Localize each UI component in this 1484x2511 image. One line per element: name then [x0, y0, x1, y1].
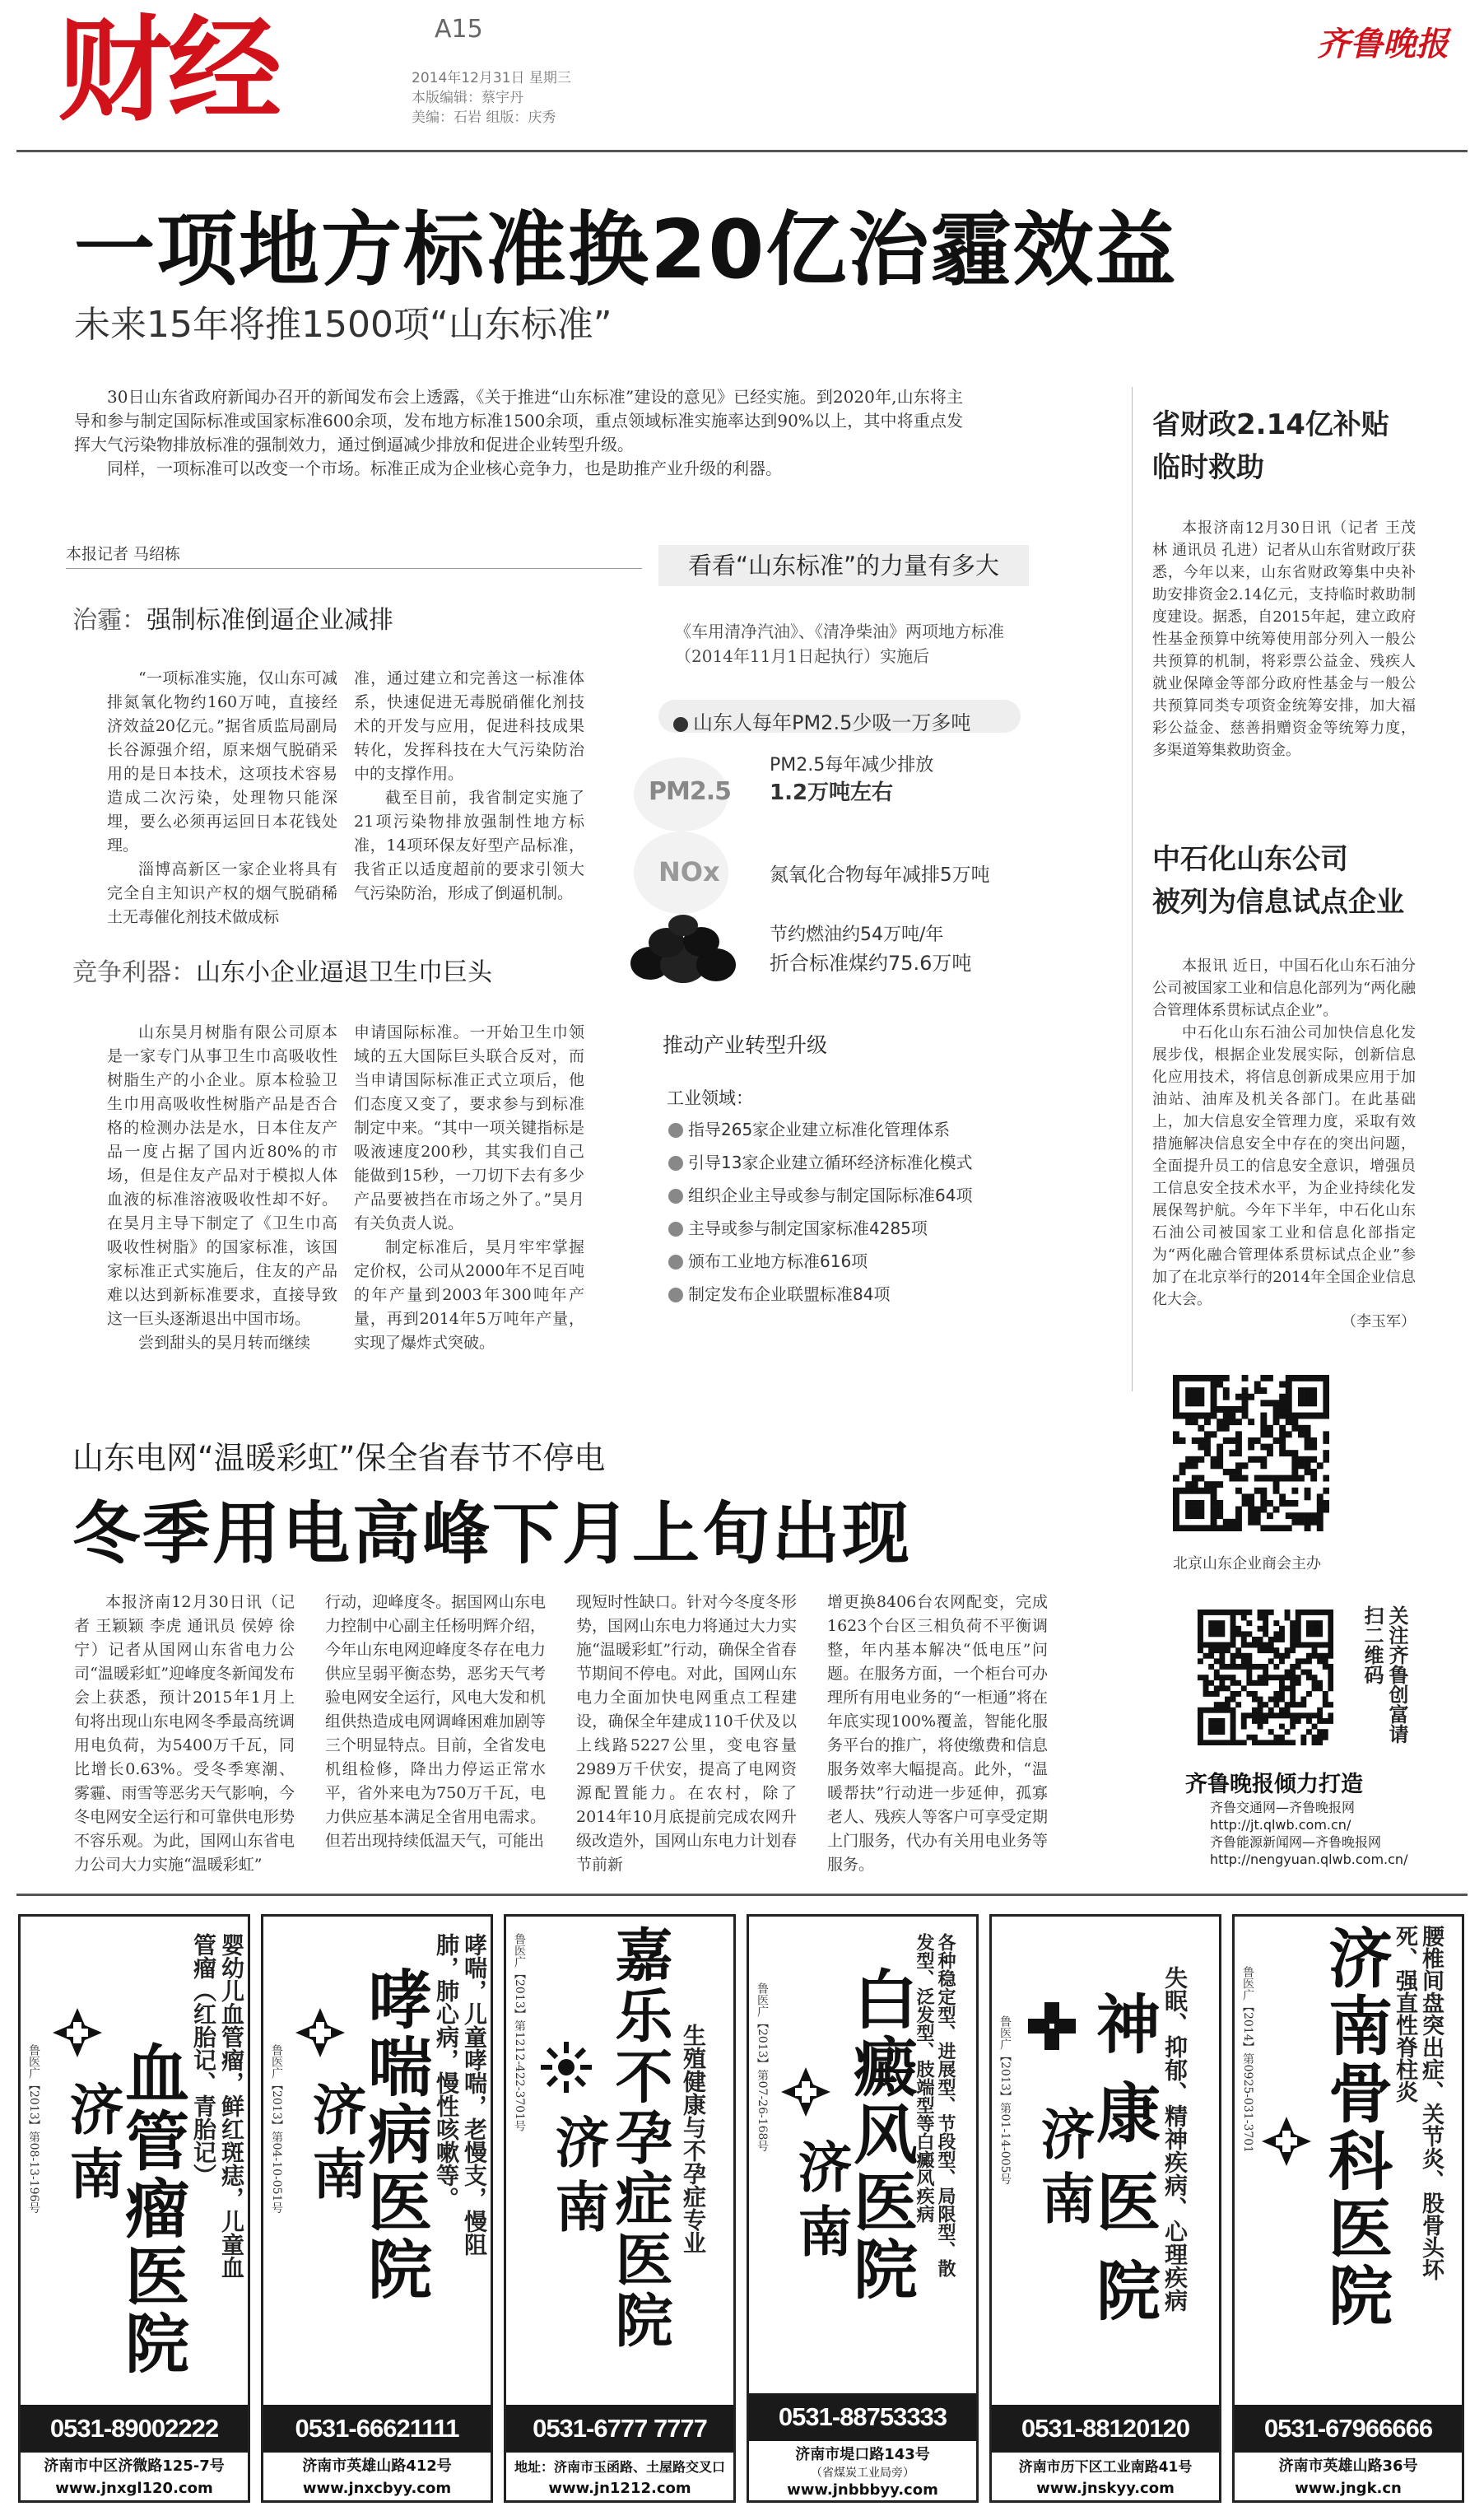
- ad-website[interactable]: www.jn1212.com: [548, 2480, 691, 2497]
- section1-col1-para: “一项标准实施，仅山东可减排氮氧化物约160万吨，直接经济效益20亿元。”据省质监局副局长谷源强介绍，原来烟气脱硝采用的是日本技术，这项技术容易造成二次污染，处理物只能深埋，要么必须再运回日本花钱处理。: [107, 669, 337, 855]
- bullet-dot-icon: [668, 1189, 683, 1204]
- ad-address: 济南市历下区工业南路41号: [1018, 2459, 1193, 2476]
- ad-hospital[interactable]: [989, 1914, 1221, 2503]
- coal-pile-icon: [626, 914, 741, 988]
- section1-title: [72, 599, 393, 636]
- right-story1-title: [1152, 403, 1389, 489]
- pm-stat-line1: PM2.5每年减少排放: [770, 755, 934, 776]
- ad-address: 济南市英雄山路36号: [1278, 2457, 1418, 2475]
- list-item: [668, 1149, 972, 1182]
- promo-line: 齐鲁能源新闻网—齐鲁晚报网: [1210, 1834, 1382, 1850]
- section1-lead: 治霾：: [72, 606, 147, 635]
- byline-rule: [66, 568, 642, 569]
- right-story1-title-line: 临时救助: [1152, 451, 1264, 484]
- list-item-text: 引导13家企业建立循环经济标准化模式: [688, 1153, 973, 1172]
- fuel-stat-line1: 节约燃油约54万吨/年: [770, 925, 944, 945]
- lead-para-2: 同样，一项标准可以改变一个市场。标准正成为企业核心竞争力，也是助推产业升级的利器。: [107, 459, 782, 478]
- section2-col2: [354, 1021, 584, 1355]
- ad-city: 济南: [303, 2081, 367, 2210]
- qr-code-icon[interactable]: [1198, 1610, 1333, 1745]
- ad-hospital-name: 哮喘病医院: [357, 1966, 432, 2304]
- ad-hospital[interactable]: [261, 1914, 493, 2503]
- design-line: 美编：石岩 组版：庆秀: [412, 109, 556, 126]
- industry-label: 工业领域：: [667, 1088, 753, 1108]
- ad-license: 鲁医广【2013】第01-14-005号: [998, 2015, 1012, 2185]
- date-line: 2014年12月31日 星期三: [412, 70, 571, 86]
- story2-kicker: 山东电网“温暖彩虹”保全省春节不停电: [72, 1440, 606, 1476]
- ad-website[interactable]: www.jnxgl120.com: [55, 2480, 213, 2497]
- ad-hospital[interactable]: [1232, 1914, 1464, 2503]
- ad-phone[interactable]: 0531-67966666: [1235, 2405, 1462, 2453]
- ad-license: 鲁医广【2013】第1212-422-3701号: [513, 1933, 526, 2132]
- section2-col2-para: 申请国际标准。一开始卫生巾领域的五大国际巨头联合反对，而当申请国际标准正式立项后，他们态度又变了，要求参与到标准制定中来。“其中一项关键指标是吸液速度200秒，其实我们自己能做到15秒，一刀切下去有多少产品要被挡在市场之外了。”昊月有关负责人说。: [354, 1023, 584, 1232]
- right-story2-para: 中石化山东石油公司加快信息化发展步伐，根据企业发展实际，创新信息化应用技术，将信息创新成果应用于加油站、油库及机关各部门。在此基础上，加大信息安全管理力度，采取有效措施解决信息安全中存在的突出问题，全面提升员工的信息安全意识，增强员工信息安全技术水平，为企业持续化发展保驾护航。今年下半年，中石化山东石油公司被国家工业和信息化部指定为“两化融合管理体系贯标试点企业”参加了在北京举行的2014年全国企业信息化大会。: [1152, 1024, 1416, 1308]
- story2-para: 本报济南12月30日讯（记者 王颖颖 李虎 通讯员 侯婷 徐宁）记者从国网山东省电力公司“温暖彩虹”迎峰度冬新闻发布会上获悉，预计2015年1月上旬将出现山东电网冬季最高统调用电负荷，为5400万千瓦，同比增长0.63%。受冬季寒潮、雾霾、雨雪等恶劣天气影响，今冬电网安全运行和可靠供电形势不容乐观。为此，国网山东省电力公司大力实施“温暖彩虹”: [74, 1593, 295, 1874]
- story2-col2: [325, 1591, 546, 1853]
- section1-heading: 强制标准倒逼企业减排: [147, 606, 393, 635]
- bullet-dot-icon: [668, 1156, 683, 1171]
- bullet-dot-icon: [668, 1222, 683, 1237]
- nox-stat: 氮氧化合物每年减排5万吨: [770, 864, 990, 886]
- section2-col1-para: 尝到甜头的昊月转而继续: [138, 1334, 311, 1352]
- right-story2-signature: （李玉军）: [1342, 1313, 1416, 1330]
- hospital-cross-icon: [293, 2006, 347, 2060]
- story2-headline: 冬季用电高峰下月上旬出现: [72, 1495, 913, 1573]
- ad-description: 生殖健康与不孕症专业: [680, 2024, 707, 2254]
- ads-divider: [16, 1894, 1468, 1896]
- ad-hospital-name: 神康医院: [1086, 1991, 1161, 2346]
- pm-badge-label: PM2.5: [649, 777, 731, 806]
- ad-address-note: （省煤炭工业局旁）: [811, 2467, 914, 2480]
- bullet-dot-icon: [668, 1255, 683, 1269]
- ad-website[interactable]: www.jngk.cn: [1295, 2480, 1402, 2497]
- ad-description: 哮喘，儿童哮喘，老慢支，慢阻肺，肺心病，慢性咳嗽等。: [433, 1933, 488, 2256]
- nox-badge-label: NOx: [658, 856, 720, 887]
- fuel-stat-line2: 折合标准煤约75.6万吨: [770, 952, 972, 975]
- pm-stat-line2: 1.2万吨左右: [770, 780, 894, 805]
- ad-website[interactable]: www.jnbbbyy.com: [787, 2481, 938, 2499]
- qr2-caption: 关注齐鲁创富请扫二维码: [1361, 1605, 1408, 1744]
- ad-website[interactable]: www.jnxcbyy.com: [302, 2480, 452, 2497]
- ad-license: 鲁医广【2014】第0925-031-3701: [1241, 1966, 1254, 2154]
- ad-hospital-name: 白癜风医院: [843, 1966, 918, 2304]
- section1-col1: [107, 667, 337, 929]
- list-item: [668, 1116, 972, 1149]
- story2-col1: [74, 1591, 295, 1877]
- bullet-dot-icon: [673, 717, 688, 732]
- list-item: [668, 1281, 972, 1314]
- list-item-text: 指导265家企业建立标准化管理体系: [688, 1120, 951, 1139]
- sunburst-logo-icon: [539, 2040, 593, 2094]
- section1-col2-para: 截至目前，我省制定实施了21项污染物排放强制性地方标准，14项环保友好型产品标准，我省正以适度超前的要求引领大气污染防治，形成了倒逼机制。: [354, 789, 584, 902]
- pm-header-text: 山东人每年PM2.5少吸一万多吨: [693, 711, 971, 734]
- ad-phone[interactable]: 0531-6777 7777: [506, 2405, 733, 2453]
- bullet-dot-icon: [668, 1288, 683, 1302]
- section2-lead: 竞争利器：: [72, 958, 196, 987]
- promo-link[interactable]: http://jt.qlwb.com.cn/: [1210, 1817, 1351, 1833]
- pm-header: [673, 706, 970, 735]
- ad-hospital-name: 济南骨科医院: [1318, 1925, 1393, 2330]
- right-story2-title-line: 中石化山东公司: [1152, 843, 1348, 876]
- ad-address: 地址：济南市玉函路、土屋路交叉口: [514, 2459, 725, 2475]
- section2-col1-para: 山东昊月树脂有限公司原本是一家专门从事卫生巾高吸收性树脂生产的小企业。原本检验卫生巾用高吸收性树脂产品是否合格的检测办法是水，日本住友产品一度占据了国内近80%的市场，但是住友产品对于模拟人体血液的标准溶液吸收性却不好。在昊月主导下制定了《卫生巾高吸收性树脂》的国家标准，该国家标准正式实施后，住友的产品难以达到新标准要求，直接导致这一巨头逐渐退出中国市场。: [107, 1023, 337, 1328]
- ad-city: 济南: [1031, 2106, 1096, 2234]
- list-item: [668, 1248, 972, 1281]
- section-logo: 财经: [58, 4, 279, 137]
- page-number: A15: [435, 15, 483, 44]
- list-item: [668, 1182, 972, 1215]
- story2-para: 现短时性缺口。针对今冬度冬形势，国网山东电力将通过大力实施“温暖彩虹”行动，确保全省春节期间不停电。对此，国网山东电力全面加快电网重点工程建设，确保全年建成110千伏及以上线路5227公里，变电容量2989万千伏安，提高了电网资源配置能力。在农村，除了2014年10月底提前完成农网升级改造外，国网山东电力计划春节前新: [576, 1593, 797, 1874]
- promo-link[interactable]: http://nengyuan.qlwb.com.cn/: [1210, 1852, 1408, 1867]
- paper-name: 齐鲁晚报: [1317, 25, 1449, 63]
- ad-description: 各种稳定型、进展型、节段型、局限型、散发型、泛发型、肢端型等白癜风疾病: [914, 1933, 956, 2277]
- qr1-caption: 北京山东企业商会主办: [1173, 1555, 1321, 1572]
- list-item-text: 制定发布企业联盟标准84项: [688, 1284, 891, 1304]
- ad-address: 济南市中区济微路125-7号: [44, 2457, 225, 2475]
- ad-description: 腰椎间盘突出症、关节炎、股骨头坏死、强直性脊柱炎: [1392, 1925, 1444, 2280]
- section2-col2-para: 制定标准后，昊月牢牢掌握定价权，公司从2000年不足百吨的年产量到2003年300吨年产量，再到2014年5万吨年产量，实现了爆炸式突破。: [354, 1238, 584, 1352]
- right-story1-body: [1152, 517, 1416, 762]
- story2-para: 行动，迎峰度冬。据国网山东电力控制中心副主任杨明辉介绍，今年山东电网迎峰度冬存在电力供应呈弱平衡态势，恶劣天气考验电网安全运行，风电大发和机组供热造成电网调峰困难加剧等三个明显特点。目前，全省发电机组检修，降出力停运正常水平，省外来电为750万千瓦，电力供应基本满足全省用电需求。但若出现持续低温天气，可能出: [325, 1593, 546, 1850]
- section1-col2: [354, 667, 584, 906]
- ad-license: 鲁医广【2013】第08-13-196号: [27, 2044, 40, 2214]
- infographic-title: 看看“山东标准”的力量有多大: [658, 545, 1029, 586]
- ad-license: 鲁医广【2013】第04-10-051号: [270, 2044, 283, 2214]
- list-item: [668, 1215, 972, 1248]
- ad-address: 济南市英雄山路412号: [302, 2457, 452, 2475]
- lead-paragraph: [74, 385, 963, 481]
- section1-col1-para: 淄博高新区一家企业将具有完全自主知识产权的烟气脱硝稀土无毒催化剂技术做成标: [107, 860, 337, 926]
- editor-line: 本版编辑：蔡宇丹: [412, 90, 523, 106]
- sub-headline: 未来15年将推1500项“山东标准”: [74, 304, 612, 346]
- column-divider: [1132, 387, 1133, 1391]
- ad-phone[interactable]: 0531-88753333: [749, 2393, 976, 2441]
- lead-para-1: 30日山东省政府新闻办召开的新闻发布会上透露，《关于推进“山东标准”建设的意见》已经实施。到2020年,山东将主导和参与制定国际标准或国家标准600余项，发布地方标准1500余项，重点领域标准实施率达到90%以上，其中将重点发挥大气污染物排放标准的强制效力，通过倒逼减少排放和促进企业转型升级。: [74, 387, 963, 454]
- byline: 本报记者 马绍栋: [66, 545, 181, 563]
- qr-code-icon[interactable]: [1173, 1375, 1329, 1531]
- right-story2-body: [1152, 955, 1416, 1333]
- infographic-note: 《车用清净汽油》、《清净柴油》两项地方标准（2014年11月1日起执行）实施后: [675, 622, 1004, 666]
- ad-address: 济南市堤口路143号: [795, 2446, 930, 2463]
- story2-col4: [827, 1591, 1048, 1877]
- right-story1-title-line: 省财政2.14亿补贴: [1152, 408, 1389, 441]
- ad-website[interactable]: www.jnskyy.com: [1036, 2480, 1175, 2497]
- cross-logo-icon: [1025, 1999, 1079, 2053]
- industry-list: [668, 1116, 972, 1314]
- ad-city: 济南: [546, 2114, 610, 2243]
- bullet-dot-icon: [668, 1123, 683, 1138]
- ad-hospital[interactable]: [747, 1914, 979, 2503]
- upgrade-title: 推动产业转型升级: [663, 1033, 828, 1057]
- section2-title: [72, 952, 492, 988]
- hospital-cross-icon: [779, 2065, 833, 2119]
- ad-hospital-name: 嘉乐不孕症医院: [606, 1925, 674, 2351]
- ad-description: 失眠、抑郁、精神疾病、心理疾病: [1161, 1966, 1189, 2312]
- list-item-text: 组织企业主导或参与制定国际标准64项: [688, 1186, 973, 1205]
- ad-license: 鲁医广【2013】第07-26-168号: [756, 1982, 769, 2152]
- ad-phone[interactable]: 0531-89002222: [21, 2405, 248, 2453]
- right-story2-title: [1152, 838, 1404, 924]
- masthead-divider: [16, 150, 1468, 152]
- ad-hospital[interactable]: [18, 1914, 250, 2503]
- right-story2-title-line: 被列为信息试点企业: [1152, 886, 1404, 919]
- qr-promo-title: 齐鲁晚报倾力打造: [1185, 1772, 1363, 1797]
- section1-col2-para: 准，通过建立和完善这一标准体系，快速促进无毒脱硝催化剂技术的开发与应用，促进科技成果转化，发挥科技在大气污染防治中的支撑作用。: [354, 669, 584, 783]
- hospital-cross-icon: [1259, 2114, 1314, 2169]
- ad-phone[interactable]: 0531-88120120: [992, 2405, 1219, 2453]
- right-story1-para: 本报济南12月30日讯（记者 王茂林 通讯员 孔进）记者从山东省财政厅获悉，今年以来，山东省财政筹集中央补助安排资金2.14亿元，支持临时救助制度建设。据悉，自2015年起，建立政府性基金预算中统筹使用部分列入一般公共预算的机制，将彩票公益金、残疾人就业保障金等部分政府性基金与一般公共预算同类专项资金统筹安排，加大福彩公益金、慈善捐赠资金等统筹力度，多渠道筹集救助资金。: [1152, 519, 1416, 759]
- qr-promo-links: [1210, 1799, 1407, 1868]
- main-headline: 一项地方标准换20亿治霾效益: [74, 203, 1178, 297]
- list-item-text: 主导或参与制定国家标准4285项: [688, 1218, 928, 1238]
- ad-phone[interactable]: 0531-66621111: [263, 2405, 491, 2453]
- hospital-cross-icon: [50, 2006, 105, 2060]
- section2-col1: [107, 1021, 337, 1355]
- ad-hospital[interactable]: [504, 1914, 736, 2503]
- list-item-text: 颁布工业地方标准616项: [688, 1251, 868, 1271]
- story2-para: 增更换8406台农网配变，完成1623个台区三相负荷不平衡调整，年内基本解决“低电压”问题。在服务方面，一个柜台可办理所有用电业务的“一柜通”将在年底实现100%覆盖，智能化服务平台的推广，将使缴费和信息服务效率大幅提高。此外，“温暖帮扶”行动进一步延伸，孤寡老人、残疾人等客户可享受定期上门服务，代办有关用电业务等服务。: [827, 1593, 1048, 1874]
- story2-col3: [576, 1591, 797, 1877]
- ad-description: 婴幼儿血管瘤，鲜红斑痣，儿童血管瘤（红胎记、青胎记）: [190, 1933, 245, 2279]
- ad-city: 济南: [789, 2139, 853, 2267]
- ad-city: 济南: [60, 2081, 124, 2210]
- promo-line: 齐鲁交通网—齐鲁晚报网: [1210, 1800, 1356, 1815]
- ad-hospital-name: 血管瘤医院: [114, 2040, 189, 2378]
- section2-heading: 山东小企业逼退卫生巾巨头: [196, 958, 492, 987]
- right-story2-para: 本报讯 近日，中国石化山东石油分公司被国家工业和信息化部列为“两化融合管理体系贯标试点企业”。: [1152, 957, 1416, 1019]
